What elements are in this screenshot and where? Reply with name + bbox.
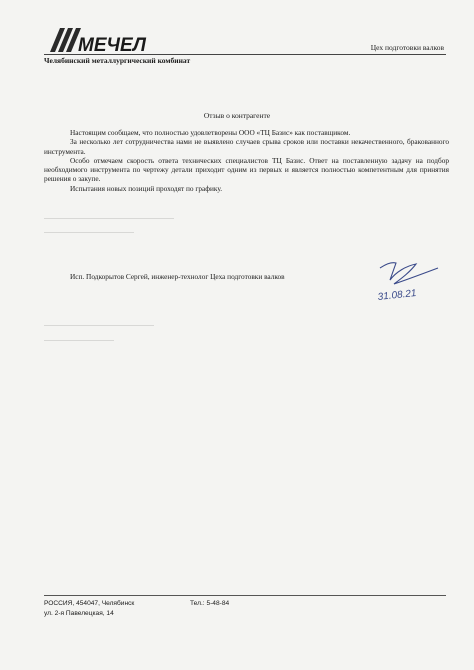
signatory-line: Исп. Подкорытов Сергей, инженер-технолог Цеха подготовки валков (70, 272, 285, 281)
header-divider (44, 54, 446, 55)
paragraph: Испытания новых позиций проходят по графику. (70, 183, 223, 193)
paragraph: За несколько лет сотрудничества нами не выявлено случаев срыва сроков или поставки некачественного, бракованного инструмента. (44, 137, 449, 156)
department-name: Цех подготовки валков (370, 43, 444, 52)
scan-artifact (44, 218, 174, 219)
footer-street: ул. 2-я Павелецкая, 14 (44, 609, 114, 617)
paragraph: Особо отмечаем скорость ответа технических специалистов ТЦ Базис. Ответ на поставленную задачу на подбор необходимого инструмента по чертежу детали приходит одним из первых и является полностью компетентным для принятия решения о закупе. (44, 155, 449, 184)
footer-divider (44, 595, 446, 596)
logo-text: МЕЧЕЛ (78, 35, 146, 56)
footer-phone: Тел.: 5-48-84 (190, 600, 230, 607)
scan-artifact (44, 340, 114, 341)
handwritten-signature (372, 258, 444, 306)
footer-city: РОССИЯ, 454047, Челябинск (44, 600, 135, 607)
document-body (44, 128, 449, 193)
company-name: Челябинский металлургический комбинат (44, 56, 191, 65)
scan-artifact (44, 232, 134, 233)
footer-address (44, 599, 230, 618)
paragraph: Настоящим сообщаем, что полностью удовлетворены ООО «ТЦ Базис» как поставщиком. (70, 128, 351, 137)
handwritten-date: 31.08.21 (377, 287, 418, 303)
scan-artifact (44, 325, 154, 326)
document-title: Отзыв о контрагенте (203, 111, 271, 120)
